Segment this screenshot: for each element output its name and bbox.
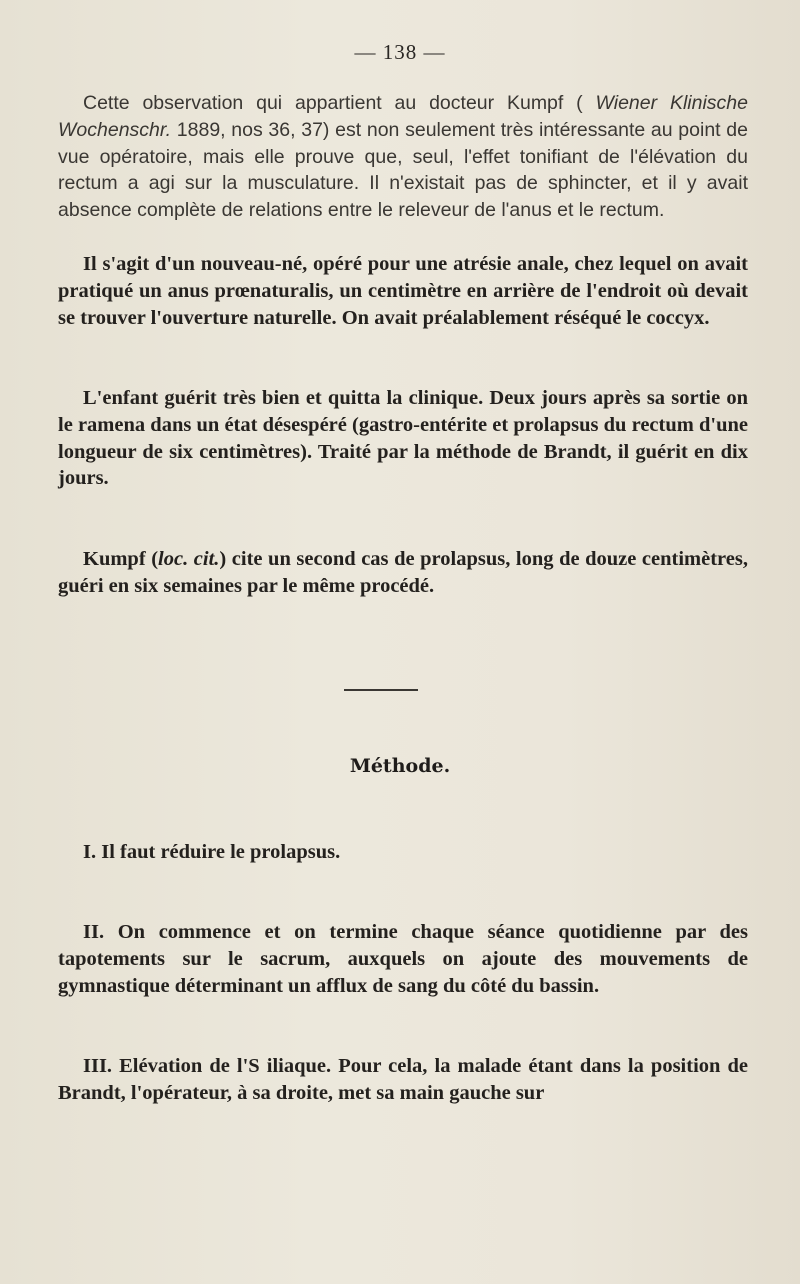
paragraph-text: L'enfant guérit très bien et quitta la clinique. Deux jours après sa sortie on le ramena dans un état désespéré (gastro-entérite et prolapsus du rectum d'une longueur de six centimètres). Traité par la méthode de Brandt, il guérit en dix jours. <box>58 387 748 490</box>
method-item-2 <box>58 919 748 999</box>
paragraph-lead: Cette observation qui appartient au docteur Kumpf ( <box>83 92 596 114</box>
method-item-text: III. Elévation de l'S iliaque. Pour cela, la malade étant dans la position de Brandt, l'opérateur, à sa droite, met sa main gauche sur <box>58 1055 748 1104</box>
paragraph-second-case <box>58 546 748 600</box>
page-number: — 138 — <box>354 40 446 64</box>
method-item-text: II. On commence et on termine chaque séance quotidienne par des tapotements sur le sacrum, auxquels on ajoute des mouvements de gymnastique déterminant un afflux de sang du côté du bassin. <box>58 921 748 997</box>
method-item-text: I. Il faut réduire le prolapsus. <box>83 841 341 863</box>
method-item-3 <box>58 1053 748 1107</box>
loc-cit-citation: loc. cit. <box>158 548 220 570</box>
method-item-1 <box>58 839 748 866</box>
paragraph-child-recovery <box>58 385 748 492</box>
section-divider <box>344 689 418 691</box>
section-heading: Méthode. <box>349 755 451 777</box>
paragraph-newborn-case <box>58 251 748 331</box>
journal-citation: Wiener Klinische Wochenschr. <box>58 92 748 141</box>
paragraph-lead: Kumpf ( <box>83 548 159 570</box>
paragraph-tail: 1889, nos 36, 37) est non seulement très intéressante au point de vue opératoire, mais elle prouve que, seul, l'effet tonifiant de l'élévation du rectum a agi sur la musculature. Il n'existait pas de sphincter, et il y avait absence complète de relations entre le releveur de l'anus et le rectum. <box>58 118 748 222</box>
paragraph-kumpf-observation <box>58 90 748 224</box>
paragraph-text: Il s'agit d'un nouveau-né, opéré pour une atrésie anale, chez lequel on avait pratiqué un anus prœnaturalis, un centimètre en arrière de l'endroit où devait se trouver l'ouverture naturelle. On avait préalablement réséqué le coccyx. <box>58 253 748 329</box>
paragraph-tail: ) cite un second cas de prolapsus, long de douze centimètres, guéri en six semaines par le même procédé. <box>58 548 748 597</box>
